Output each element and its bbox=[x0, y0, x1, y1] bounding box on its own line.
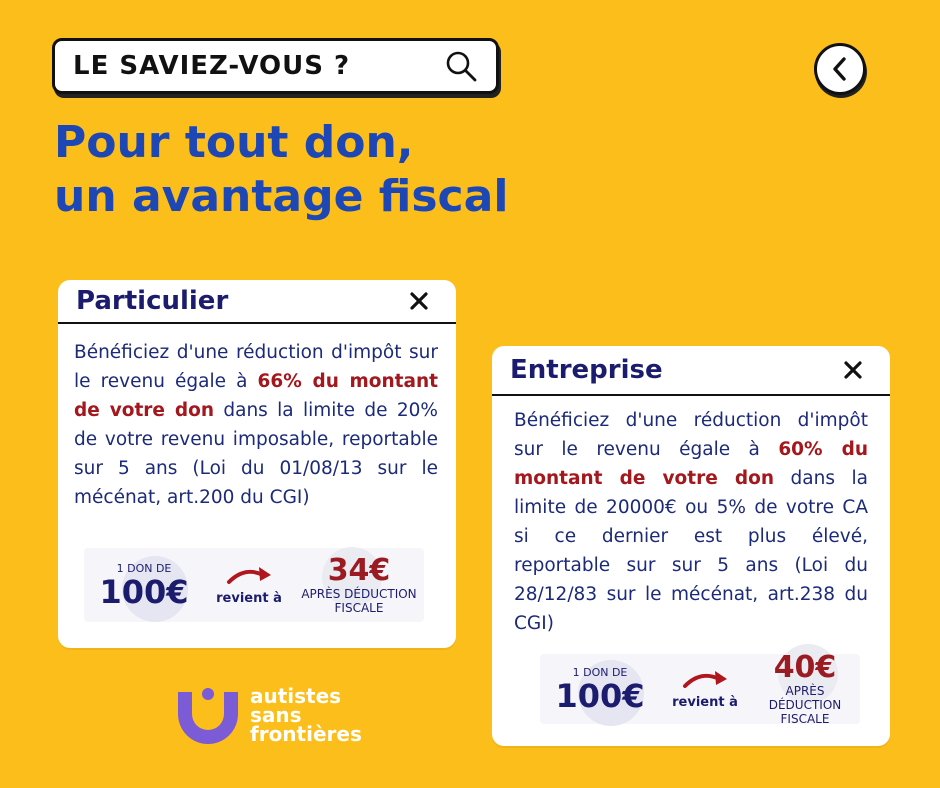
promo-result bbox=[294, 555, 424, 615]
card-body bbox=[58, 324, 456, 512]
promo-small-label: 1 DON DE bbox=[116, 561, 172, 575]
donation-promo bbox=[540, 650, 860, 726]
arrow-icon bbox=[225, 565, 273, 587]
card-text-after: dans la limite de 20000€ ou 5% de votre CA si ce dernier est plus élevé, reportable sur sur 5 ans (Loi du 28/12/83 sur le mécénat, art.238 du CGI) bbox=[514, 468, 868, 634]
promo-arrow bbox=[660, 669, 750, 710]
promo-amount: 100€ bbox=[99, 572, 189, 611]
search-icon[interactable] bbox=[444, 49, 478, 83]
close-icon[interactable] bbox=[408, 290, 430, 312]
promo-arrow bbox=[204, 565, 294, 606]
promo-amount: 100€ bbox=[555, 676, 645, 715]
logo-mark-icon bbox=[172, 684, 244, 746]
promo-result bbox=[750, 652, 860, 726]
arrow-icon bbox=[681, 669, 729, 691]
promo-revient: revient à bbox=[672, 694, 738, 710]
card-entreprise bbox=[492, 346, 890, 746]
promo-small-label: 1 DON DE bbox=[572, 665, 628, 679]
promo-revient: revient à bbox=[216, 590, 282, 606]
logo-line-3: frontières bbox=[250, 721, 362, 746]
promo-apres-2: FISCALE bbox=[334, 601, 384, 615]
promo-donation bbox=[540, 666, 660, 713]
card-highlight: 60% du montant de votre don bbox=[514, 439, 868, 489]
donation-promo bbox=[84, 548, 424, 622]
headline bbox=[54, 116, 508, 224]
promo-result-amount: 34€ bbox=[327, 553, 391, 588]
search-text: LE SAVIEZ-VOUS ? bbox=[73, 51, 351, 81]
logo-line-2: sans bbox=[250, 702, 302, 727]
promo-donation bbox=[84, 562, 204, 609]
headline-line-1: Pour tout don, bbox=[54, 117, 414, 168]
card-title: Entreprise bbox=[510, 355, 663, 385]
card-header bbox=[492, 346, 890, 396]
card-particulier bbox=[58, 280, 456, 648]
promo-apres-1: APRÈS DÉDUCTION bbox=[768, 684, 842, 712]
promo-result-amount: 40€ bbox=[773, 650, 837, 685]
search-bar[interactable] bbox=[52, 38, 499, 94]
logo bbox=[172, 684, 362, 746]
promo-apres-1: APRÈS DÉDUCTION bbox=[301, 587, 417, 601]
card-highlight: 66% du montant de votre don bbox=[74, 371, 439, 421]
card-title: Particulier bbox=[76, 286, 229, 316]
promo-apres-2: FISCALE bbox=[780, 712, 830, 726]
back-button[interactable] bbox=[814, 43, 866, 95]
card-header bbox=[58, 280, 456, 324]
close-icon[interactable] bbox=[842, 359, 864, 381]
card-text-before: Bénéficiez d'une réduction d'impôt sur le revenu égale à bbox=[514, 410, 868, 460]
logo-text bbox=[250, 683, 362, 746]
card-text-before: Bénéficiez d'une réduction d'impôt sur le revenu égale à bbox=[74, 342, 438, 392]
logo-line-1: autistes bbox=[250, 683, 342, 708]
headline-line-2: un avantage fiscal bbox=[54, 171, 509, 222]
card-body bbox=[492, 396, 890, 638]
card-text-after: dans la limite de 20% de votre revenu imposable, reportable sur 5 ans (Loi du 01/08/13 sur le mécénat, art.200 du CGI) bbox=[74, 400, 438, 508]
chevron-left-icon bbox=[829, 56, 851, 82]
